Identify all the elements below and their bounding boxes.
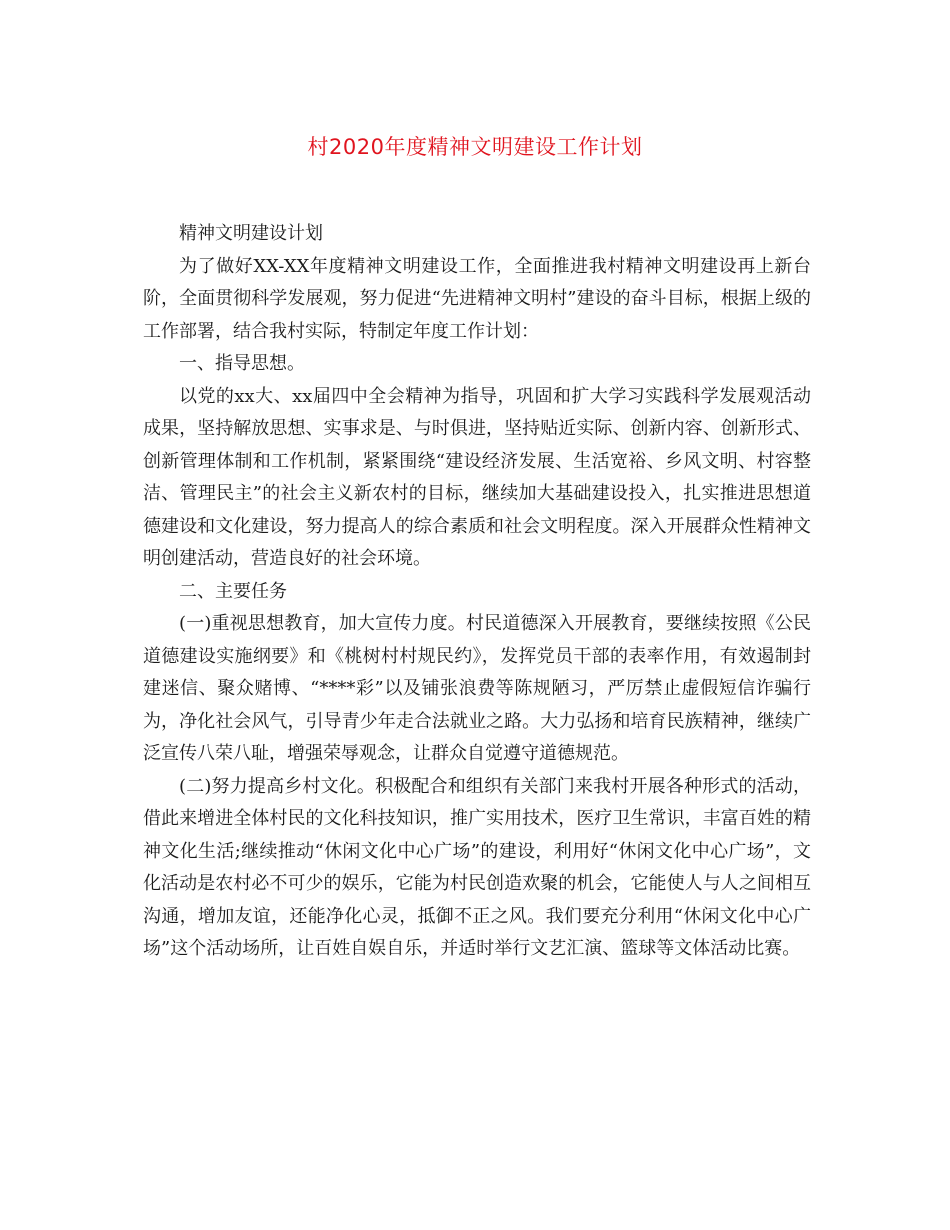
paragraph-task-1: (一)重视思想教育，加大宣传力度。村民道德深入开展教育，要继续按照《公民道德建设实施纲要》和《桃树村村规民约》，发挥党员干部的表率作用，有效遏制封建迷信、聚众赌博、“****彩”以及铺张浪费等陈规陋习，严厉禁止虚假短信诈骗行为，净化社会风气，引导青少年走合法就业之路。大力弘扬和培育民族精神，继续广泛宣传八荣八耻，增强荣辱观念，让群众自觉遵守道德规范。 (143, 613, 811, 764)
paragraph-guiding-thought: 以党的xx大、xx届四中全会精神为指导，巩固和扩大学习实践科学发展观活动成果，坚持解放思想、实事求是、与时俱进，坚持贴近实际、创新内容、创新形式、创新管理体制和工作机制，紧紧围绕“建设经济发展、生活宽裕、乡风文明、村容整洁、管理民主”的社会主义新农村的目标，继续加大基础建设投入，扎实推进思想道德建设和文化建设，努力提高人的综合素质和社会文明程度。深入开展群众性精神文明创建活动，营造良好的社会环境。 (143, 385, 811, 569)
document-title: 村2020年度精神文明建设工作计划 (307, 135, 643, 159)
paragraph-intro: 为了做好XX-XX年度精神文明建设工作，全面推进我村精神文明建设再上新台阶，全面贯彻科学发展观，努力促进“先进精神文明村”建设的奋斗目标，根据上级的工作部署，结合我村实际，特制定年度工作计划： (143, 255, 811, 342)
document-body (143, 218, 811, 966)
paragraph-plan-heading: 精神文明建设计划 (179, 223, 323, 244)
paragraph-task-2: (二)努力提高乡村文化。积极配合和组织有关部门来我村开展各种形式的活动，借此来增进全体村民的文化科技知识，推广实用技术，医疗卫生常识，丰富百姓的精神文化生活;继续推动“休闲文化中心广场”的建设，利用好“休闲文化中心广场”，文化活动是农村必不可少的娱乐，它能为村民创造欢聚的机会，它能使人与人之间相互沟通，增加友谊，还能净化心灵，抵御不正之风。我们要充分利用“休闲文化中心广场”这个活动场所，让百姓自娱自乐，并适时举行文艺汇演、篮球等文体活动比赛。 (143, 775, 811, 959)
section-heading-main-tasks: 二、主要任务 (179, 580, 287, 602)
section-heading-guiding-thought: 一、指导思想。 (179, 353, 305, 374)
